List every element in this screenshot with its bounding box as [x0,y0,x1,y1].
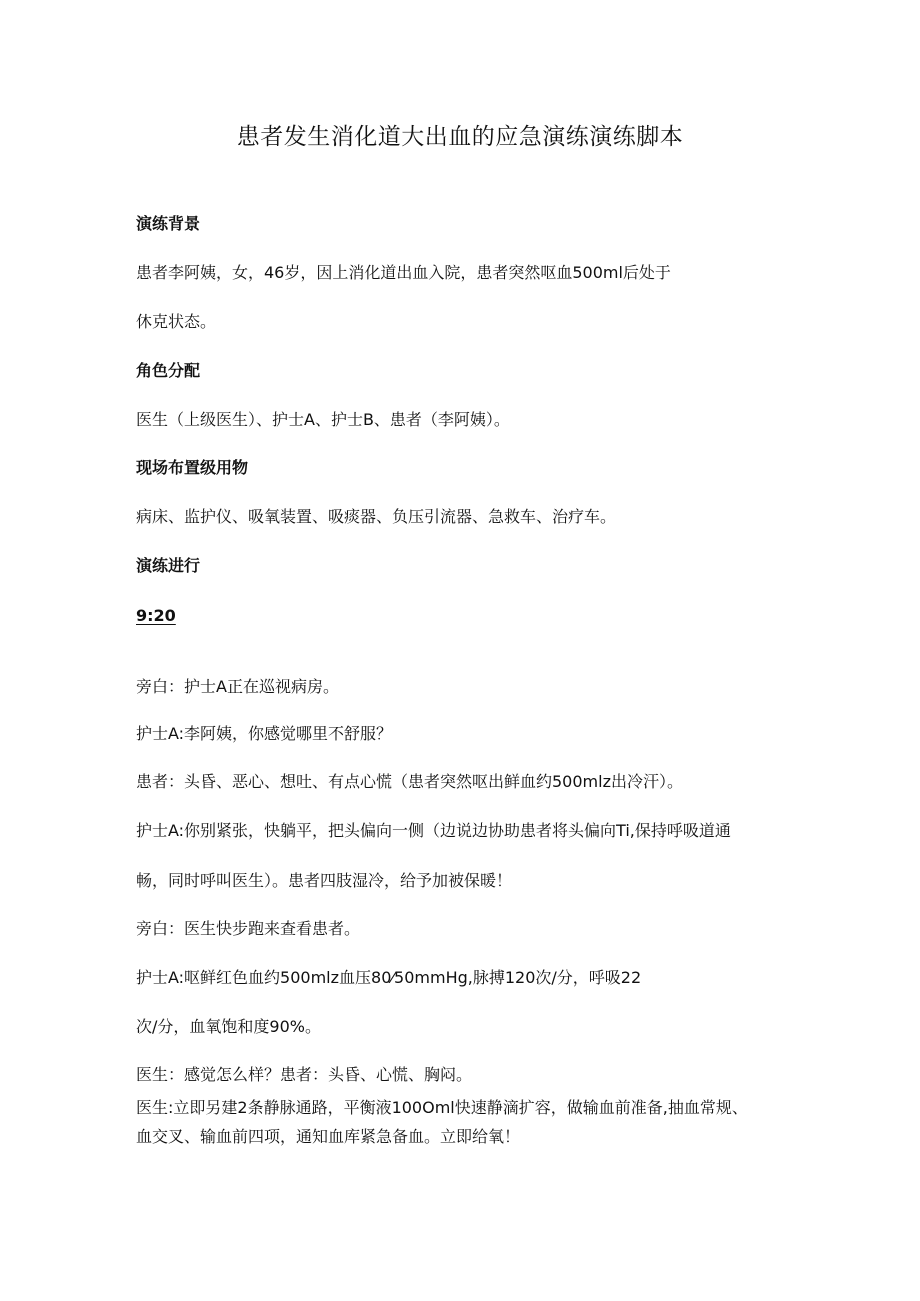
background-text-line-1: 患者李阿姨，女，46岁，因上消化道出血入院，患者突然呕血500ml后处于 [136,263,671,282]
script-line: 护士A:你别紧张，快躺平，把头偏向一侧（边说边协助患者将头偏向Ti,保持呼吸道通 [136,821,731,840]
script-line: 次/分，血氧饱和度90%。 [136,1017,321,1036]
proceed-heading: 演练进行 [136,556,201,575]
script-line: 旁白：医生快步跑来查看患者。 [136,919,361,938]
roles-text: 医生（上级医生）、护士A、护士B、患者（李阿姨）。 [136,410,510,429]
script-line: 护士A:呕鲜红色血约500mlz血压80⁄50mmHg,脉搏120次/分，呼吸22 [136,968,642,987]
roles-heading: 角色分配 [136,361,201,380]
script-line: 医生:立即另建2条静脉通路，平衡液100Oml快速静滴扩容，做输血前准备,抽血常规、 [136,1098,748,1117]
script-line: 医生：感觉怎么样？患者：头昏、心慌、胸闷。 [136,1065,473,1084]
script-line: 畅，同时呼叫医生）。患者四肢湿冷，给予加被保暖！ [136,871,513,890]
script-line: 患者：头昏、恶心、想吐、有点心慌（患者突然呕出鲜血约500mlz出冷汗）。 [136,772,683,791]
setup-text: 病床、监护仪、吸氧装置、吸痰器、负压引流器、急救车、治疗车。 [136,507,617,526]
script-line: 护士A:李阿姨，你感觉哪里不舒服？ [136,724,393,743]
document-title: 患者发生消化道大出血的应急演练演练脚本 [236,124,684,150]
background-heading: 演练背景 [136,214,201,233]
setup-heading: 现场布置级用物 [136,458,249,477]
background-text-line-2: 休克状态。 [136,312,217,331]
script-line: 血交叉、输血前四项，通知血库紧急备血。立即给氧！ [136,1127,521,1146]
script-line: 旁白：护士A正在巡视病房。 [136,677,339,696]
time-marker: 9:20 [136,606,176,625]
